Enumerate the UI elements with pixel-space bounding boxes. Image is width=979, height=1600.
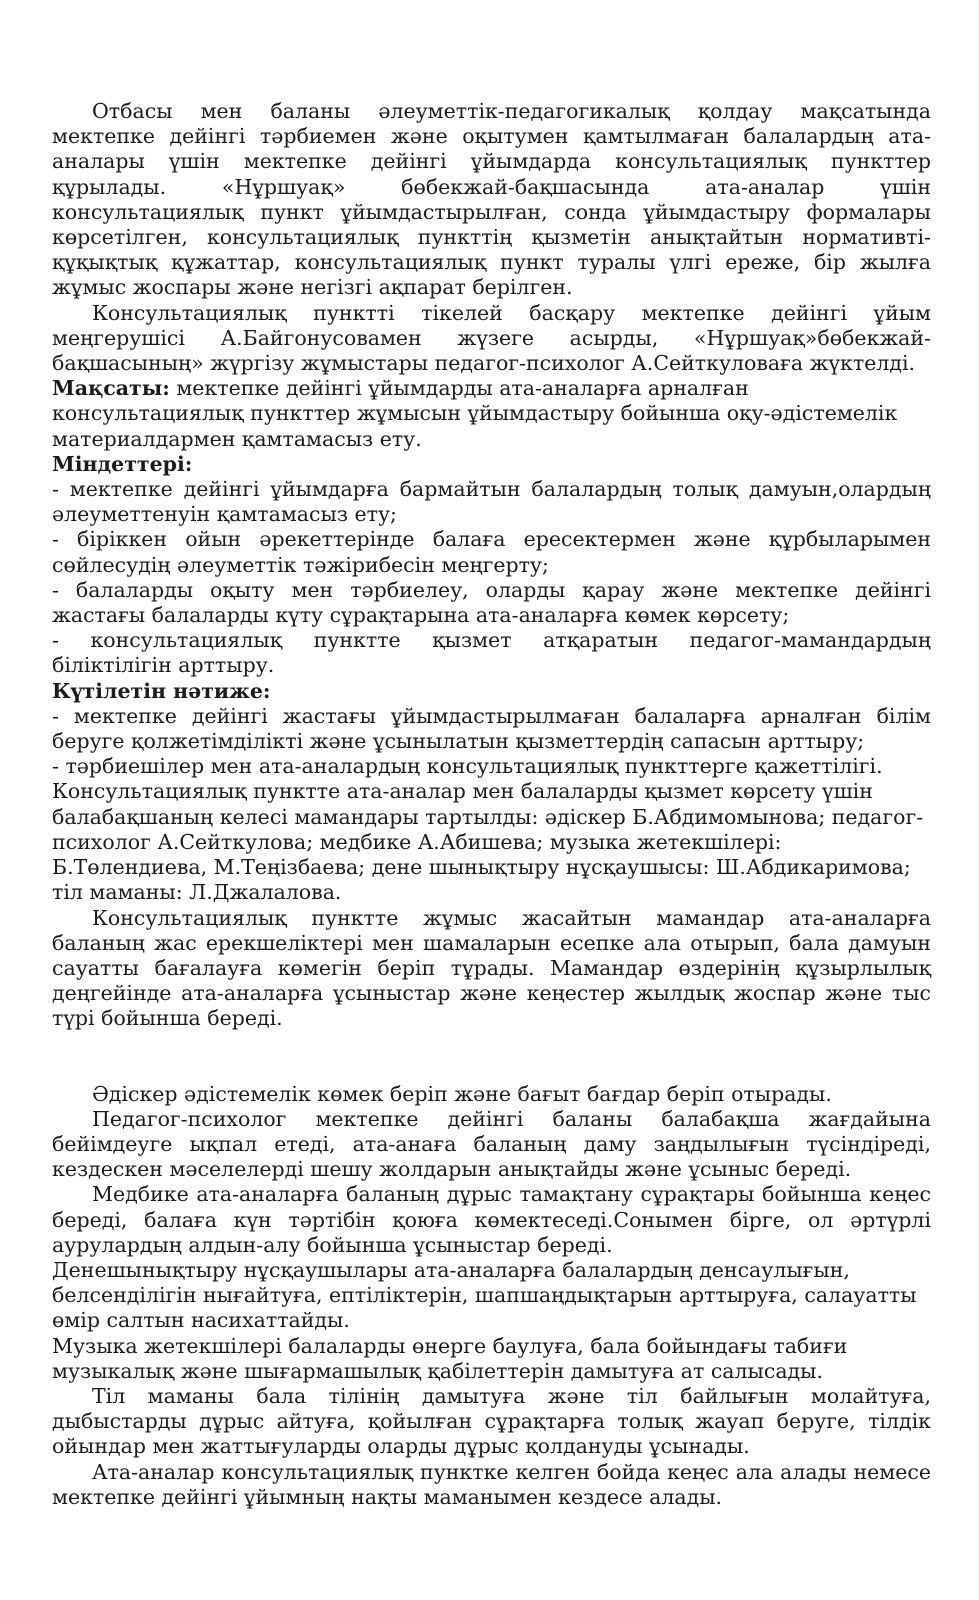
specialists-paragraph: Консультациялық пунктте ата-аналар мен балаларды қызмет көрсету үшін балабақшаның келесі мамандары тартылды: әдіскер Б.Абдимомынова; педагог-психолог А.Сейткулова; медбике А.Абишева; музыка жетекшілері: Б.Төлендиева, М.Теңізбаева; дене шынықтыру нұсқаушысы: Ш.Абдикаримова; тіл маманы: Л.Джалалова. <box>52 779 924 905</box>
results-heading: Күтілетін нәтиже: <box>52 678 271 703</box>
goal-paragraph <box>52 376 931 452</box>
goal-label: Мақсаты: <box>52 376 170 401</box>
methodist-paragraph: Әдіскер әдістемелік көмек беріп және бағыт бағдар беріп отырады. <box>92 1081 832 1106</box>
result-item: - мектепке дейінгі жастағы ұйымдастырылмаған балаларға арналған білім беруге қолжетімділікті және ұсынылатын қызметтердің сапасын арттыру; <box>52 703 931 754</box>
management-paragraph: Консультациялық пунктті тікелей басқару мектепке дейінгі ұйым меңгерушісі А.Байгонусовамен жүзеге асырды, «Нұршуақ»бөбекжай-бақшасының» жүргізу жұмыстары педагог-психолог А.Сейткуловаға жүктелді. <box>52 300 931 376</box>
nurse-paragraph: Медбике ата-аналарға баланың дұрыс тамақтану сұрақтары бойынша кеңес береді, балаға күн тәртібін қоюға көмектеседі.Сонымен бірге, ол әртүрлі аурулардың алдын-алу бойынша ұсыныстар береді. <box>52 1182 931 1257</box>
document-page <box>52 99 931 1510</box>
task-item: - біріккен ойын әрекеттерінде балаға ересектермен және құрбыларымен сөйлесудің әлеуметтік тәжірибесін меңгерту; <box>52 527 931 577</box>
tasks-heading: Міндеттері: <box>52 451 193 476</box>
work-paragraph: Консультациялық пунктте жұмыс жасайтын мамандар ата-аналарға баланың жас ерекшеліктері мен шамаларын есепке ала отырып, бала дамуын сауатты бағалауға көмегін беріп тұрады. Мамандар өздерінің құзырлылық деңгейінде ата-аналарға ұсыныстар және кеңестер жылдық жоспар және тыс түрі бойынша береді. <box>52 905 931 1031</box>
goal-text: мектепке дейінгі ұйымдарды ата-аналарға арналған консультациялық пункттер жұмысын ұйымдастыру бойынша оқу-әдістемелік материалдармен қамтамасыз ету. <box>52 376 898 451</box>
intro-paragraph: Отбасы мен баланы әлеуметтік-педагогикалық қолдау мақсатында мектепке дейінгі тәрбиемен және оқытумен қамтылмаған балалардың ата-аналары үшін мектепке дейінгі ұйымдарда консультациялық пункттер құрылады. «Нұршуақ» бөбекжай-бақшасында ата-аналар үшін консультациялық пункт ұйымдастырылған, сонда ұйымдастыру формалары көрсетілген, консультациялық пункттің қызметін анықтайтын нормативті-құқықтық құжаттар, консультациялық пункт туралы үлгі ереже, бір жылға жұмыс жоспары және негізгі ақпарат берілген. <box>52 99 931 300</box>
pe-paragraph: Денешынықтыру нұсқаушылары ата-аналарға балалардың денсаулығын, белсенділігін нығайтуға, ептіліктерін, шапшаңдықтарын арттыруға, салауатты өмір салтын насихаттайды. <box>52 1257 917 1333</box>
parents-paragraph: Ата-аналар консультациялық пунктке келген бойда кеңес ала алады немесе мектепке дейінгі ұйымның нақты маманымен кездесе алады. <box>52 1459 931 1509</box>
task-item: - балаларды оқыту мен тәрбиелеу, оларды қарау және мектепке дейінгі жастағы балаларды күту сұрақтарына ата-аналарға көмек көрсету; <box>52 577 931 628</box>
task-item: - консультациялық пунктте қызмет атқаратын педагог-мамандардың біліктілігін арттыру. <box>52 628 931 678</box>
task-item: - мектепке дейінгі ұйымдарға бармайтын балалардың толық дамуын,олардың әлеуметтенуін қамтамасыз ету; <box>52 477 931 527</box>
result-item: - тәрбиешілер мен ата-аналардың консультациялық пункттерге қажеттілігі. <box>52 754 883 779</box>
speech-paragraph: Тіл маманы бала тілінің дамытуға және тіл байлығын молайтуға, дыбыстарды дұрыс айтуға, қойылған сұрақтарға толық жауап беруге, тілдік ойындар мен жаттығуларды оларды дұрыс қолдануды ұсынады. <box>52 1383 931 1459</box>
psychologist-paragraph: Педагог-психолог мектепке дейінгі баланы балабақша жағдайына бейімдеуге ықпал етеді, ата-анаға баланың даму заңдылығын түсіндіреді, кездескен мәселелерді шешу жолдарын анықтайды және ұсыныс береді. <box>52 1106 931 1182</box>
music-paragraph: Музыка жетекшілері балаларды өнерге баулуға, бала бойындағы табиғи музыкалық және шығармашылық қабілеттерін дамытуға ат салысады. <box>52 1333 848 1383</box>
section-spacer <box>52 1032 931 1082</box>
